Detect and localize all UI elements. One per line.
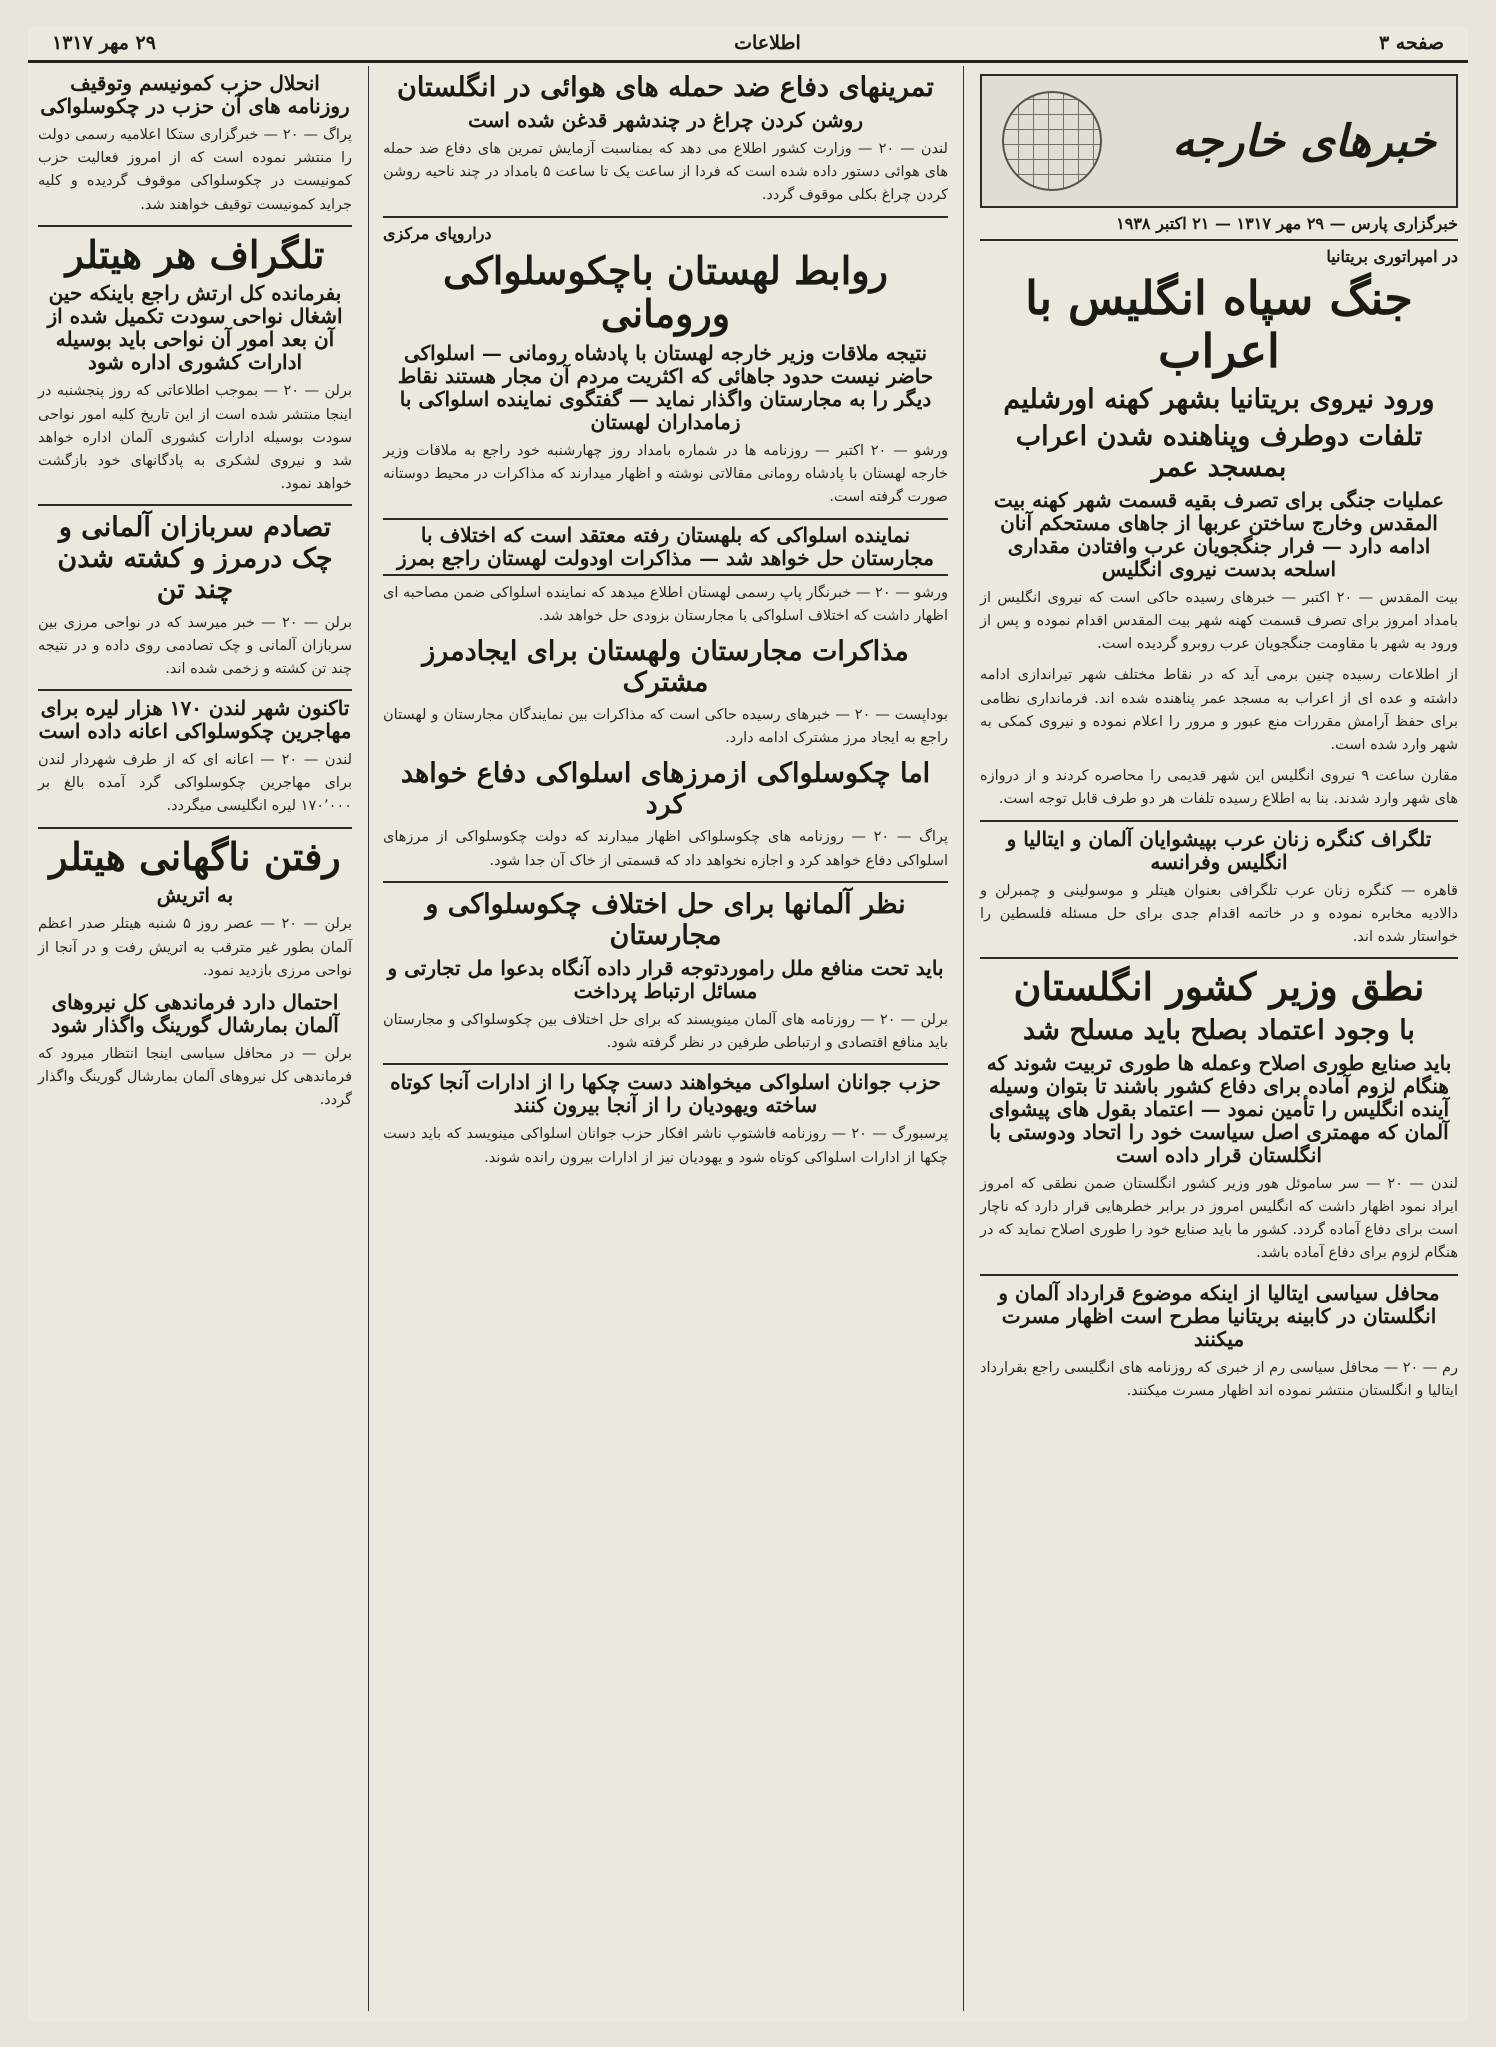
article-body: برلن — ۲۰ — بموجب اطلاعاتی که روز پنجشنبه در اینجا منتشر شده است از این تاریخ کلیه امور نواحی سودت بوسیله ادارات کشوری آلمان اداره خواهد شد و نیروی لشکری به پادگانهای خود بازگشت خواهد نمود. [38,383,352,493]
column-rule [963,66,964,2011]
central-europe-column [373,66,958,2013]
section-title: خبرهای خارجه [1172,115,1436,167]
main-headline: جنگ سپاه انگلیس با اعراب [1025,271,1413,378]
article-body: قاهره — کنگره زنان عرب تلگرافی بعنوان هیتلر و موسولینی و چمبرلن و دالادیه مخابره نموده و در خاتمه اقدام جدی برای حل مسئله فلسطین را خواستار شده اند. [980,882,1458,945]
deck: عملیات جنگی برای تصرف بقیه قسمت شهر کهنه بیت المقدس وخارج ساختن عربها از جاهای مستحکم آنان ادامه دارد — فرار جنگجویان عرب وافتادن مقداری اسلحه بدست نیروی انگلیس [993,487,1445,581]
subheadline: ورود نیروی بریتانیا بشهر کهنه اورشلیم [1003,383,1435,415]
article-body: لندن — ۲۰ — اعانه ای که از طرف شهردار لندن برای مهاجرین چکوسلواکی گرد آمده بالغ بر ۱۷۰٬۰۰۰ لیره انگلیسی میگردد. [38,752,352,815]
section-label: دراروپای مرکزی [383,223,492,243]
foreign-news-banner [980,74,1458,208]
newspaper-page [28,26,1468,2021]
page-number: صفحه ۳ [1378,32,1444,54]
subheadline: اما چکوسلواکی ازمرزهای اسلواکی دفاع خواهد کرد [400,758,931,821]
article-body: ورشو — ۲۰ — خبرنگار پاپ رسمی لهستان اطلاع میدهد که نماینده اسلواکی ضمن مصاحبه ای اظهار داشت که اختلاف اسلواکی با مجارستان بزودی حل خواهد شد. [383,584,948,624]
brief-headline: تلگراف کنگره زنان عرب بپیشوایان آلمان و ایتالیا و انگلیس وفرانسه [1006,826,1432,874]
paper-name: اطلاعات [734,32,801,54]
deck: باید صنایع طوری اصلاح وعمله ها طوری تربیت شوند که هنگام لزوم آماده برای دفاع کشور باشند تا بتوان وسیله آینده انگلیس را تأمین نمود — اعتماد بقول های پیشوای آلمان که مهمتری اصل سیاست خود را اتحاد ودوستی با انگلستان قرار داده است [986,1050,1452,1167]
foreign-news-column [970,66,1468,2013]
page-header [28,26,1468,63]
article-headline: نطق وزیر کشور انگلستان [1013,964,1425,1010]
article-body: برلن — ۲۰ — روزنامه های آلمان مینویسند که برای حل اختلاف بین چکوسلواکی و مجارستان باید منافع اقتصادی و ارتباطی طرفین در نظر گرفته شود. [383,1011,948,1052]
subheadline: تلفات دوطرف وپناهنده شدن اعراب بمسجد عمر [1015,420,1423,483]
article-body: برلن — ۲۰ — عصر روز ۵ شنبه هیتلر صدر اعظم آلمان بطور غیر مترقب به اتریش رفت و در آنجا از نواحی مرزی بازدید نمود. [38,916,352,979]
article-headline: محافل سیاسی ایتالیا از اینکه موضوع قرارداد آلمان و انگلستان در کابینه بریتانیا مطرح است اظهار مسرت میکنند [998,1280,1440,1351]
column-rule [368,66,369,2011]
article-headline: تاکنون شهر لندن ۱۷۰ هزار لیره برای مهاجرین چکوسلواکی اعانه داده است [38,696,352,744]
article-body: لندن — ۲۰ — وزارت کشور اطلاع می دهد که بمناسبت آزمایش تمرین های دفاع ضد حمله های هوائی دستور داده شده است که فردا از ساعت یک تا ساعت ۵ بامداد در چند ناحیه روشن کردن چراغ بکلی موقوف گردد. [383,141,949,204]
article-body: رم — ۲۰ — محافل سیاسی رم از خبری که روزنامه های انگلیسی راجع بقرارداد ایتالیا و انگلستان منتشر نموده اند اظهار مسرت میکنند. [980,1359,1459,1399]
article-headline: تصادم سربازان آلمانی و چک درمرز و کشته شدن چند تن [57,512,333,606]
article-body: از اطلاعات رسیده چنین برمی آید که در نقاط مختلف شهر تیراندازی ادامه داشته و عده ای از اعراب به مسجد عمر پناهنده شده اند. فرمانداری نظامی برای حفظ آرامش مقررات منع عبور و مرور را اعلام نموده و نیروی کمکی به شهر وارد شده است. [980,667,1458,754]
article-body: بوداپست — ۲۰ — خبرهای رسیده حاکی است که مذاکرات بین نمایندگان مجارستان و لهستان راجع به ایجاد مرز مشترک ادامه دارد. [383,707,948,747]
article-body: مقارن ساعت ۹ نیروی انگلیس این شهر قدیمی را محاصره کردند و از دروازه های شهر وارد شدند. بنا به اطلاع رسیده تلفات هر دو طرف قابل توجه است. [980,768,1458,808]
subheadline: روشن کردن چراغ در چندشهر قدغن شده است [468,108,863,133]
subheadline: نظر آلمانها برای حل اختلاف چکوسلواکی و مجارستان [425,888,906,951]
article-body: پراگ — ۲۰ — خبرگزاری ستکا اعلامیه رسمی دولت را منتشر نموده است که از امروز فعالیت حزب کمونیست در چکوسلواکی موقوف گردیده و کلیه جراید کمونیست توقیف خواهند شد. [38,127,352,213]
subheadline: حزب جوانان اسلواکی میخواهند دست چکها را از ادارات آنجا کوتاه ساخته ویهودیان را از آنجا بیرون کنند [390,1070,941,1118]
article-headline: تمرینهای دفاع ضد حمله های هوائی در انگلستان [397,72,934,103]
article-body: ورشو — ۲۰ اکتبر — روزنامه ها در شماره بامداد روز چهارشنبه خود راجع به ملاقات وزیر خارجه لهستان با پادشاه رومانی مقالاتی نوشته و اظهار میدارند که مذاکرات در محیط دوستانه صورت گرفته است. [383,442,948,506]
subheadline: با وجود اعتماد بصلح باید مسلح شد [1023,1014,1415,1046]
side-news-column [28,66,362,2013]
deck: بفرمانده کل ارتش راجع باینکه حین اشغال نواحی سودت تکمیل شده از آن بعد امور آن نواحی باید بوسیله ادارات کشوری اداره شود [47,281,343,375]
dateline: خبرگزاری پارس — ۲۹ مهر ۱۳۱۷ — ۲۱ اکتبر ۱۹۳۸ [1116,214,1458,233]
subheadline: نماینده اسلواکی که بلهستان رفته معتقد است که اختلاف با مجارستان حل خواهد شد — مذاکرات اودولت لهستان راجع بمرز [383,518,948,576]
subheadline: به اتریش [156,883,234,908]
deck: نتیجه ملاقات وزیر خارجه لهستان با پادشاه رومانی — اسلواکی حاضر نیست حدود جاهائی که اکثریت مردم آن مجار هستند نقاط دیگر را به مجارستان واگذار نماید — گفتگوی نماینده اسلواکی با زمامداران لهستان [397,340,934,434]
deck: باید تحت منافع ملل راموردتوجه قرار داده آنگاه بدعوا مل تجارتی و مسائل ارتباط پرداخت [387,955,944,1003]
article-body: لندن — ۲۰ — سر ساموئل هور وزیر کشور انگلستان ضمن نطقی که امروز ایراد نمود اظهار داشت که انگلیس امروز در برابر خطرهایی قرار دارد که ناچار است برای دفاع آماده گردد. کشور ما باید صنایع خود را طوری اصلاح نماید که در هنگام لزوم برای دفاع آماده باشد. [980,1175,1458,1262]
article-headline: انحلال حزب کمونیسم وتوقیف روزنامه های آن حزب در چکوسلواکی [40,71,350,118]
issue-date: ۲۹ مهر ۱۳۱۷ [52,32,156,54]
article-headline: رفتن ناگهانی هیتلر [49,833,341,879]
article-body: برلن — ۲۰ — خبر میرسد که در نواحی مرزی بین سربازان آلمانی و چک تصادمی روی داده و در نتیجه چند تن کشته و زخمی شده اند. [38,614,352,677]
article-headline: احتمال دارد فرماندهی کل نیروهای آلمان بمارشال گورینگ واگذار شود [51,989,339,1037]
region-label: در امپراتوری بریتانیا [1326,247,1458,266]
article-body: برلن — در محافل سیاسی اینجا انتظار میرود که فرماندهی کل نیروهای آلمان بمارشال گورینگ واگذار گردد. [38,1045,352,1109]
globe-icon [1002,91,1102,191]
subheadline: مذاکرات مجارستان ولهستان برای ایجادمرز مشترک [422,635,909,698]
article-body: پراگ — ۲۰ — روزنامه های چکوسلواکی اظهار میدارند که دولت چکوسلواکی از مرزهای اسلواکی دفاع خواهد کرد و اجازه نخواهد داد که قسمتی از خاک آن جدا شود. [383,829,948,869]
article-body: پرسبورگ — ۲۰ — روزنامه فاشتوپ ناشر افکار حزب جوانان اسلواکی مینویسد که باید دست چکها از ادارات اسلواکی کوتاه شود و یهودیان نیز از ادارات بیرون رانده شوند. [383,1126,948,1166]
article-headline: تلگراف هر هیتلر [65,231,325,277]
article-body: بیت المقدس — ۲۰ اکتبر — خبرهای رسیده حاکی است که نیروی انگلیس از بامداد امروز برای تصرف قسمت کهنه شهر بیت المقدس اقدام نموده و پس از ورود به شهر با مقاومت جنگجویان عرب روبرو گردیده است. [980,589,1458,653]
main-headline: روابط لهستان باچکوسلواکی ورومانی [443,247,888,337]
